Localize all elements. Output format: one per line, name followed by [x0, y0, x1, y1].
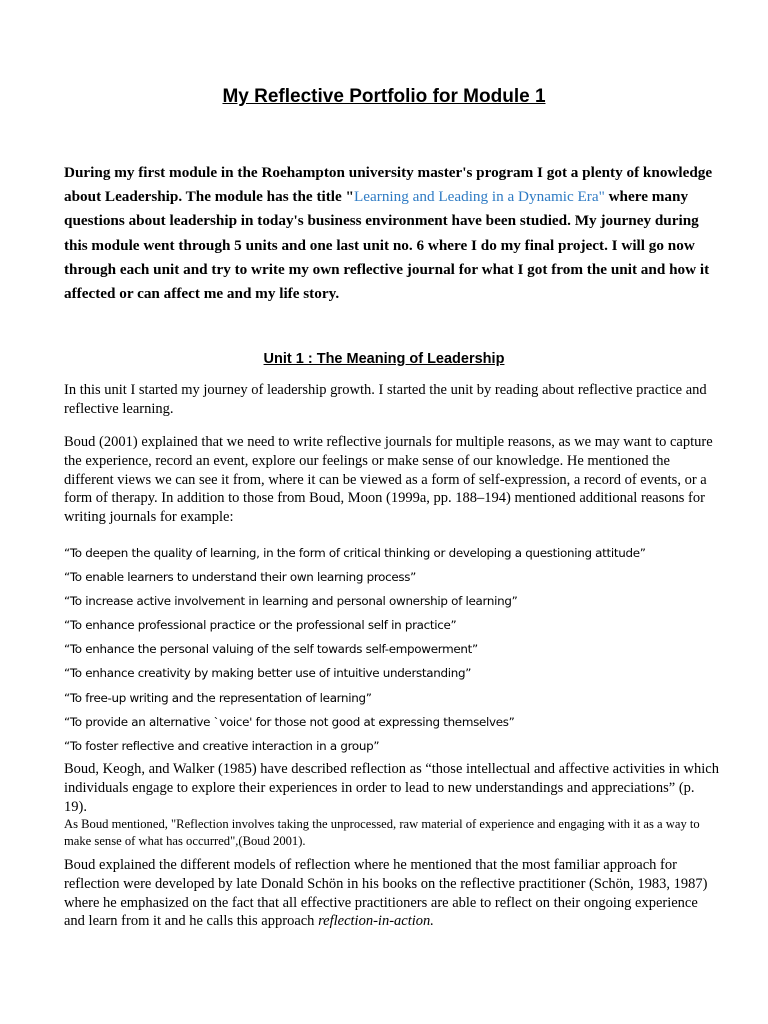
module-title-link[interactable]: Learning and Leading in a Dynamic Era" [354, 188, 605, 206]
quote-item: “To enable learners to understand their own learning process” [64, 570, 417, 585]
intro-text-end: where many questions about leadership in today's business environment have been studied. My journey during this module went through 5 units and one last unit no. 6 where I do my final project. I will go now through each unit and try to write my own reflective journal for what I got from the unit and how it affected or can affect me and my life story. [64, 188, 710, 303]
paragraph-5-text: Boud explained the different models of reflection where he mentioned that the most familiar approach for reflection were developed by late Donald Schön in his books on the reflective practitioner (Schön, 1983, 1987) where he emphasized on the fact that all effective practitioners are able to reflect on their ongoing experience and learn from it and he calls this approach [64, 857, 708, 930]
quote-item: “To foster reflective and creative interaction in a group” [64, 738, 380, 753]
quote-item: “To provide an alternative `voice' for those not good at expressing themselves” [64, 714, 515, 729]
unit-1-paragraph-2: Boud (2001) explained that we need to write reflective journals for multiple reasons, as we may want to capture the experience, record an event, explore our feelings or make sense of our knowledge. He mentioned the different views we can see it from, where it can be viewed as a form of self-expression, a record of events, or a form of therapy. In addition to those from Boud, Moon (1999a, pp. 188–194) mentioned additional reasons for writing journals for example: [64, 434, 713, 526]
unit-1-paragraph-4: As Boud mentioned, "Reflection involves taking the unprocessed, raw material of experience and engaging with it as a way to make sense of what has occurred",(Boud 2001). [64, 817, 700, 848]
page-title: My Reflective Portfolio for Module 1 [222, 86, 546, 107]
unit-1-paragraph-5 [64, 856, 719, 931]
intro-text-start: During my first module in the Roehampton university master's program I got a plenty of knowledge about Leadership. The module has the title " [64, 164, 713, 206]
intro-paragraph [64, 161, 714, 306]
unit-1-paragraph-1: In this unit I started my journey of leadership growth. I started the unit by reading about reflective practice and reflective learning. [64, 382, 707, 417]
quote-item: “To free-up writing and the representation of learning” [64, 690, 372, 705]
reflection-in-action-term: reflection-in-action. [318, 913, 434, 930]
unit-1-paragraph-3: Boud, Keogh, and Walker (1985) have described reflection as “those intellectual and affective activities in which individuals engage to explore their experiences in order to lead to new understandings and appreciations” (p. 19). [64, 761, 719, 815]
quote-item: “To enhance professional practice or the professional self in practice” [64, 618, 457, 633]
quote-item: “To enhance the personal valuing of the self towards self-empowerment” [64, 642, 478, 657]
quote-list [64, 541, 724, 758]
quote-item: “To increase active involvement in learning and personal ownership of learning” [64, 594, 518, 609]
unit-1-heading: Unit 1 : The Meaning of Leadership [263, 351, 505, 367]
quote-item: “To deepen the quality of learning, in the form of critical thinking or developing a questioning attitude” [64, 546, 646, 560]
quote-item: “To enhance creativity by making better use of intuitive understanding” [64, 666, 472, 681]
